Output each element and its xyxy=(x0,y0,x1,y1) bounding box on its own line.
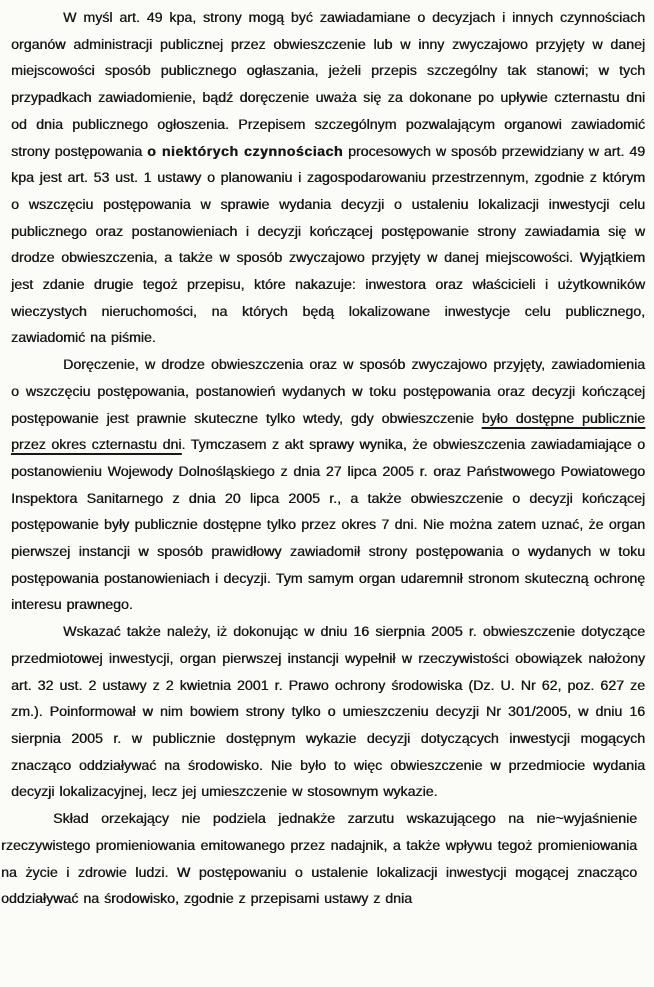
paragraph xyxy=(11,5,645,352)
document-body xyxy=(1,5,646,913)
bold-text: o niektórych czynnościach xyxy=(147,143,343,160)
text-segment: W myśl art. 49 kpa, strony mogą być zawiadamiane o decyzjach i innych czynnościach organów administracji publicznej przez obwieszczenie lub w inny zwyczajowo przyjęty w danej miejscowości sposób publicznego ogłaszania, jeżeli przepis szczególny tak stanowi; w tych przypadkach zawiadomienie, bądź doręczenie uważa się za dokonane po upływie czternastu dni od dnia publicznego ogłoszenia. Przepisem szczególnym pozwalającym organowi zawiadomić strony postępowania xyxy=(11,10,645,160)
text-segment: Wskazać także należy, iż dokonując w dniu 16 sierpnia 2005 r. obwieszczenie dotyczące przedmiotowej inwestycji, organ pierwszej instancji wypełnił w rzeczywistości obowiązek nałożony art. 32 ust. 2 ustawy z 2 kwietnia 2001 r. Prawo ochrony środowiska (Dz. U. Nr 62, poz. 627 ze zm.). Poinformował w nim bowiem strony tylko o umieszczeniu decyzji Nr 301/2005, w dniu 16 sierpnia 2005 r. w publicznie dostępnym wykazie decyzji dotyczących inwestycji mogących znacząco oddziaływać na środowisko. Nie było to więc obwieszczenie w przedmiocie wydania decyzji lokalizacyjnej, lecz jej umieszczenie w stosownym wykazie. xyxy=(11,624,645,801)
underlined-text: było dostępne publicznie przez okres czternastu dni xyxy=(11,410,645,454)
paragraph xyxy=(1,806,637,913)
paragraph xyxy=(11,619,645,806)
paragraph xyxy=(11,352,645,619)
text-segment: Doręczenie, w drodze obwieszczenia oraz w sposób zwyczajowo przyjęty, zawiadomienia o wszczęciu postępowania, postanowień wydanych w toku postępowania oraz decyzji kończącej postępowanie jest prawnie skuteczne tylko wtedy, gdy obwieszczenie xyxy=(11,357,645,427)
text-segment: Skład orzekający nie podziela jednakże zarzutu wskazującego na nie~wyjaśnienie rzeczywistego promieniowania emitowanego przez nadajnik, a także wpływu tegoż promieniowania na życie i zdrowie ludzi. W postępowaniu o ustalenie lokalizacji inwestycji mogącej znacząco oddziaływać na środowisko, zgodnie z przepisami ustawy z dnia xyxy=(1,811,637,908)
text-segment: procesowych w sposób przewidziany w art. 49 kpa jest art. 53 ust. 1 ustawy o planowaniu i zagospodarowaniu przestrzennym, zgodnie z którym o wszczęciu postępowania w sprawie wydania decyzji o ustaleniu lokalizacji inwestycji celu publicznego oraz postanowieniach i decyzji kończącej postępowanie strony zawiadamia się w drodze obwieszczenia, a także w sposób zwyczajowo przyjęty w danej miejscowości. Wyjątkiem jest zdanie drugie tegoż przepisu, które nakazuje: inwestora oraz właścicieli i użytkowników wieczystych nieruchomości, na których będą lokalizowane inwestycje celu publicznego, zawiadomić na piśmie. xyxy=(11,143,646,347)
text-segment: . Tymczasem z akt sprawy wynika, że obwieszczenia zawiadamiające o postanowieniu Wojewody Dolnośląskiego z dnia 27 lipca 2005 r. oraz Państwowego Powiatowego Inspektora Sanitarnego z dnia 20 lipca 2005 r., a także obwieszczenie o decyzji kończącej postępowanie były publicznie dostępne tylko przez okres 7 dni. Nie można zatem uznać, że organ pierwszej instancji w sposób prawidłowy zawiadomił strony postępowania o wydanych w toku postępowania postanowieniach i decyzji. Tym samym organ udaremnił stronom skuteczną ochronę interesu prawnego. xyxy=(11,437,645,614)
